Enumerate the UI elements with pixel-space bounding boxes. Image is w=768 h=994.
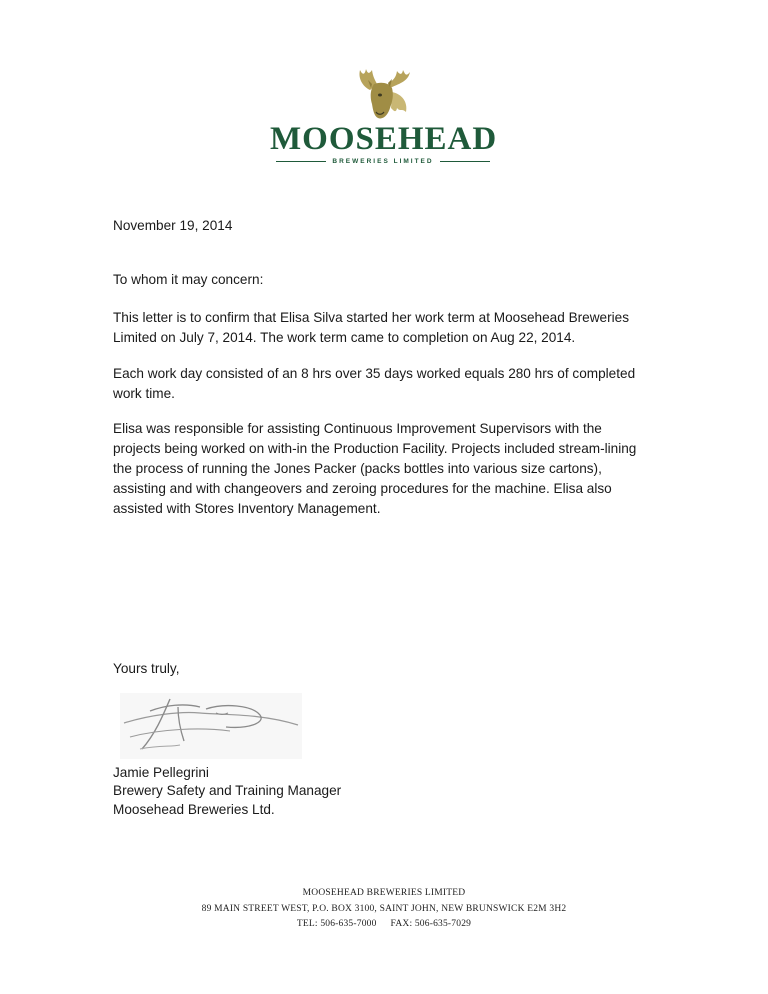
signer-name: Jamie Pellegrini (113, 765, 209, 780)
signer-company: Moosehead Breweries Ltd. (113, 802, 275, 817)
footer-fax: FAX: 506-635-7029 (390, 919, 472, 929)
letter-paragraph-2: Each work day consisted of an 8 hrs over 35 days worked equals 280 hrs of completed work time. (113, 366, 636, 401)
logo-subtitle-row (270, 156, 496, 166)
company-logo (270, 68, 496, 164)
letter-salutation: To whom it may concern: (113, 272, 264, 287)
letter-paragraph-3: Elisa was responsible for assisting Continuous Improvement Supervisors with the projects being worked on with-in the Production Facility. Projects included stream-lining the process of running the Jones Packer (packs bottles into various size cartons), assisting and with changeovers and zeroing procedures for the machine. Elisa also assisted with Stores Inventory Management. (113, 421, 637, 516)
letter-closing: Yours truly, (113, 661, 180, 676)
logo-rule-left (276, 161, 326, 162)
logo-wordmark: MOOSEHEAD (270, 121, 498, 157)
footer-contact (0, 918, 768, 931)
footer-tel: TEL: 506-635-7000 (296, 919, 377, 929)
moose-head-icon (350, 68, 414, 122)
logo-rule-right (440, 161, 490, 162)
signer-title: Brewery Safety and Training Manager (113, 783, 342, 798)
letter-paragraph-1: This letter is to confirm that Elisa Silva started her work term at Moosehead Breweries Limited on July 7, 2014. The work term came to completion on Aug 22, 2014. (113, 310, 630, 345)
handwritten-signature (120, 693, 302, 759)
footer-address: 89 MAIN STREET WEST, P.O. BOX 3100, SAINT JOHN, NEW BRUNSWICK E2M 3H2 (201, 904, 567, 914)
footer-company: MOOSEHEAD BREWERIES LIMITED (302, 888, 466, 898)
letter-date: November 19, 2014 (113, 218, 233, 233)
logo-subtitle: BREWERIES LIMITED (332, 157, 434, 165)
